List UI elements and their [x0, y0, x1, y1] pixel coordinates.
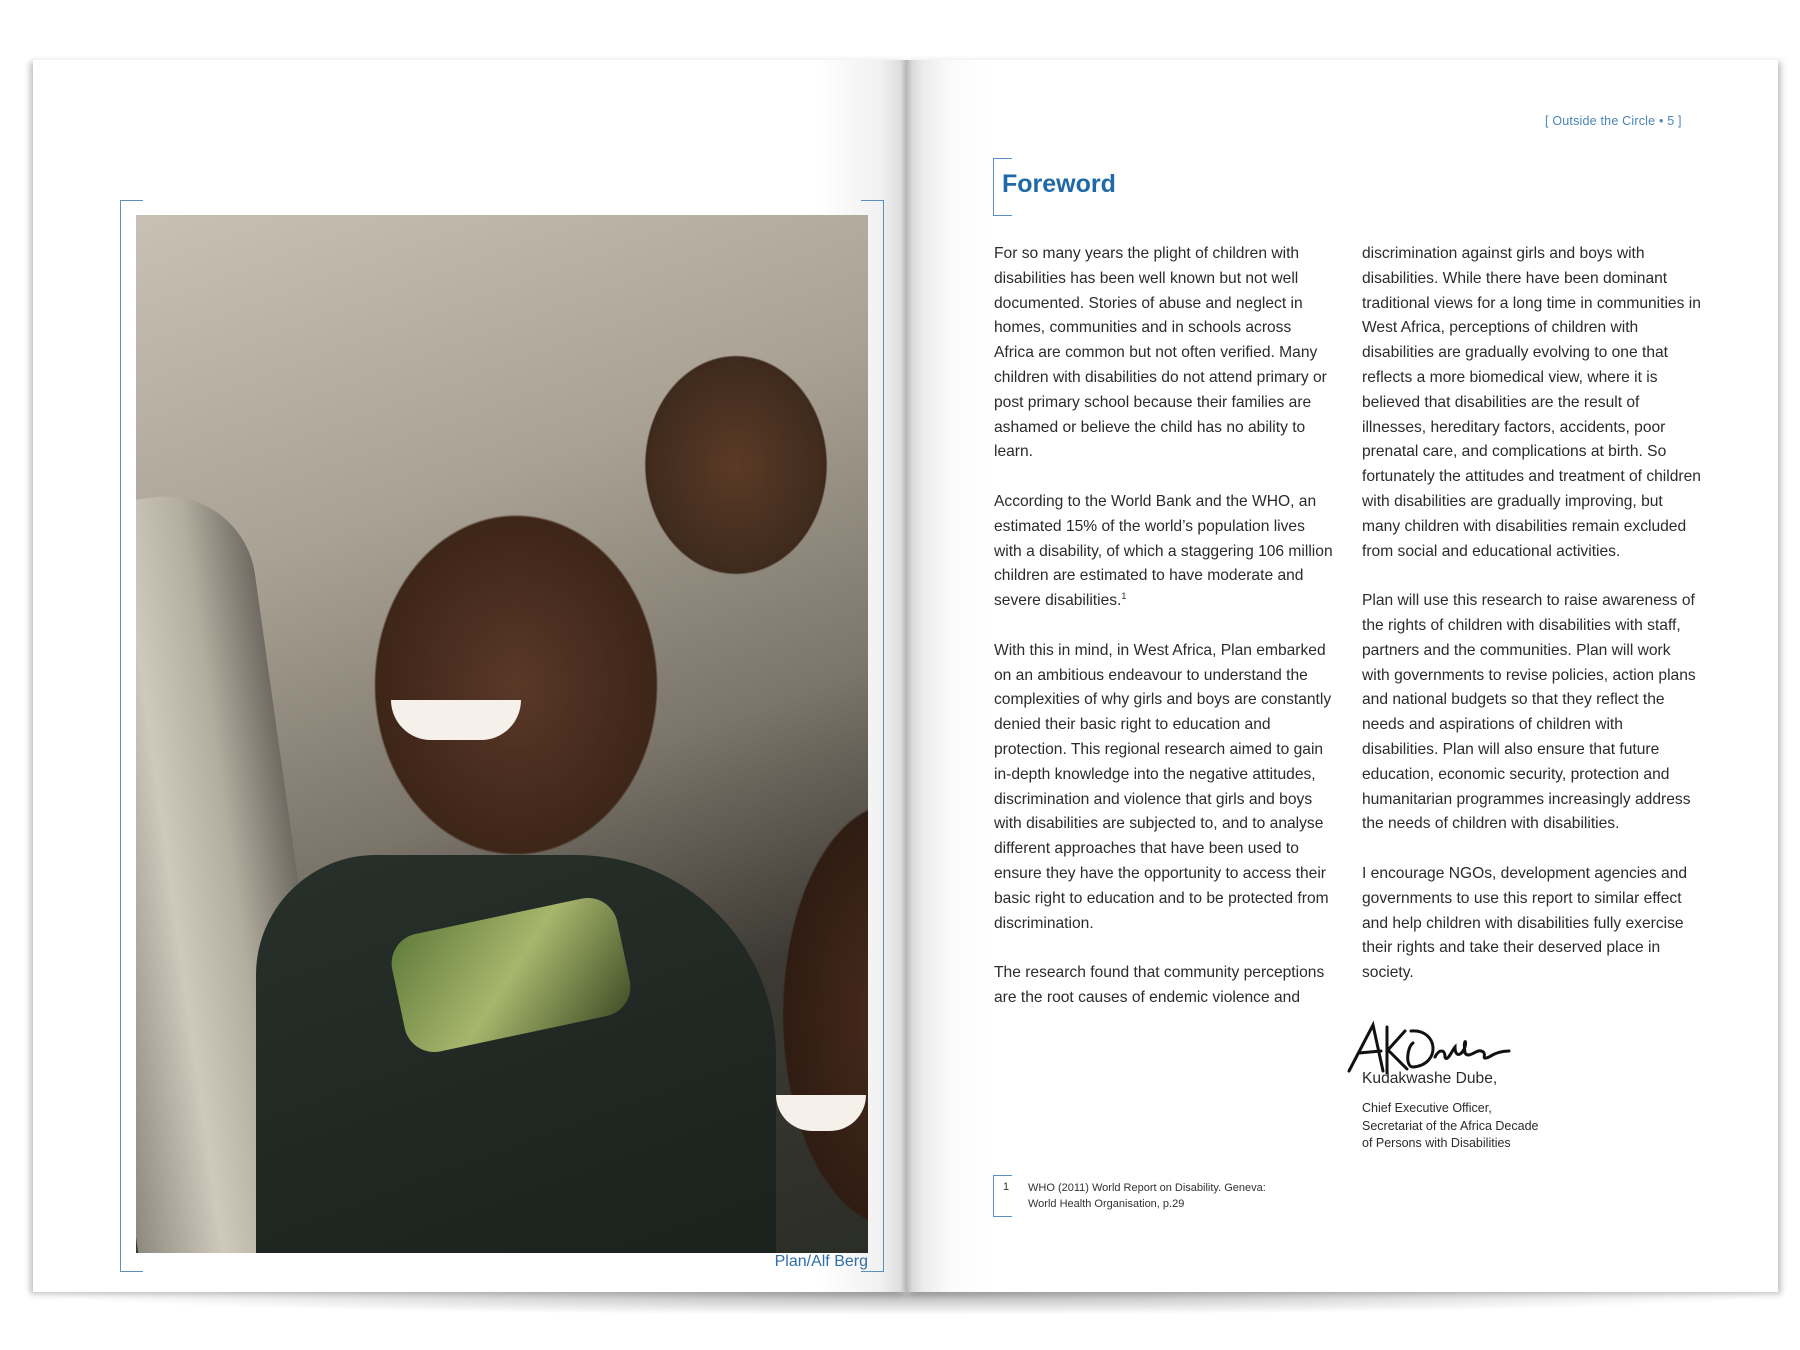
signatory-name: Kudakwashe Dube, [1362, 1070, 1498, 1087]
paragraph: Plan will use this research to raise awareness of the rights of children with disabilities with staff, partners and the communities. Plan will work with governments to revise policies, action plans and national budgets so that they reflect the needs and aspirations of children with disabilities. Plan will also ensure that future education, economic security, protection and humanitarian programmes increasingly address the needs of children with disabilities. [1362, 592, 1696, 833]
footnote-marker: 1 [1121, 590, 1127, 601]
photo-children [136, 215, 868, 1253]
signatory-role: Chief Executive Officer, Secretariat of the Africa Decade of Persons with Disabilities [1362, 1101, 1539, 1150]
paragraph: For so many years the plight of children with disabilities has been well known but not well documented. Stories of abuse and neglect in homes, communities and in schools across Africa are common but not often verified. Many children with disabilities do not attend primary or post primary school because their families are ashamed or believe the child has no ability to learn. [994, 245, 1327, 461]
book-gutter [900, 60, 912, 1292]
title-block [993, 158, 1133, 214]
running-head: [ Outside the Circle • 5 ] [1545, 114, 1682, 128]
footnote-number: 1 [1003, 1181, 1010, 1193]
paragraph-text: According to the World Bank and the WHO, an estimated 15% of the world’s population lives with a disability, of which a staggering 106 million children are estimated to have moderate and severe disabilities. [994, 492, 1333, 610]
photo-credit: Plan/Alf Berg [774, 1253, 868, 1270]
photo-frame [120, 200, 884, 1270]
paragraph: With this in mind, in West Africa, Plan embarked on an ambitious endeavour to understand the complexities of why girls and boys are constantly denied their basic right to education and protection. This regional research aimed to gain in-depth knowledge into the negative attitudes, discrimination and violence that girls and boys with disabilities are subjected to, and to analyse different approaches that have been used to ensure they have the opportunity to access their basic right to education and to be protected from discrimination. [994, 641, 1332, 932]
page-title: Foreword [1002, 170, 1116, 198]
paragraph: I encourage NGOs, development agencies and governments to use this report to similar effect and help children with disabilities fully exercise their rights and take their deserved place in society. [1362, 864, 1688, 982]
photo-smile-second [776, 1095, 866, 1131]
left-page [33, 60, 906, 1292]
footnote-text: WHO (2011) World Report on Disability. Geneva: World Health Organisation, p.29 [1028, 1182, 1266, 1210]
text-column-right [1362, 242, 1702, 1011]
paragraph: The research found that community perceptions are the root causes of endemic violence and [994, 964, 1325, 1006]
photo-smile [391, 700, 521, 740]
paragraph: discrimination against girls and boys with disabilities. While there have been dominant traditional views for a long time in communities in West Africa, perceptions of children with disabilities are gradually evolving to one that reflects a more biomedical view, where it is believed that disabilities are the result of illnesses, hereditary factors, accidents, poor prenatal care, and complications at birth. So fortunately the attitudes and treatment of children with disabilities are gradually improving, but many children with disabilities remain excluded from social and educational activities. [1362, 245, 1701, 560]
text-column-left [994, 242, 1334, 1036]
paragraph-with-footnote [994, 490, 1334, 614]
footnote [993, 1175, 1283, 1215]
